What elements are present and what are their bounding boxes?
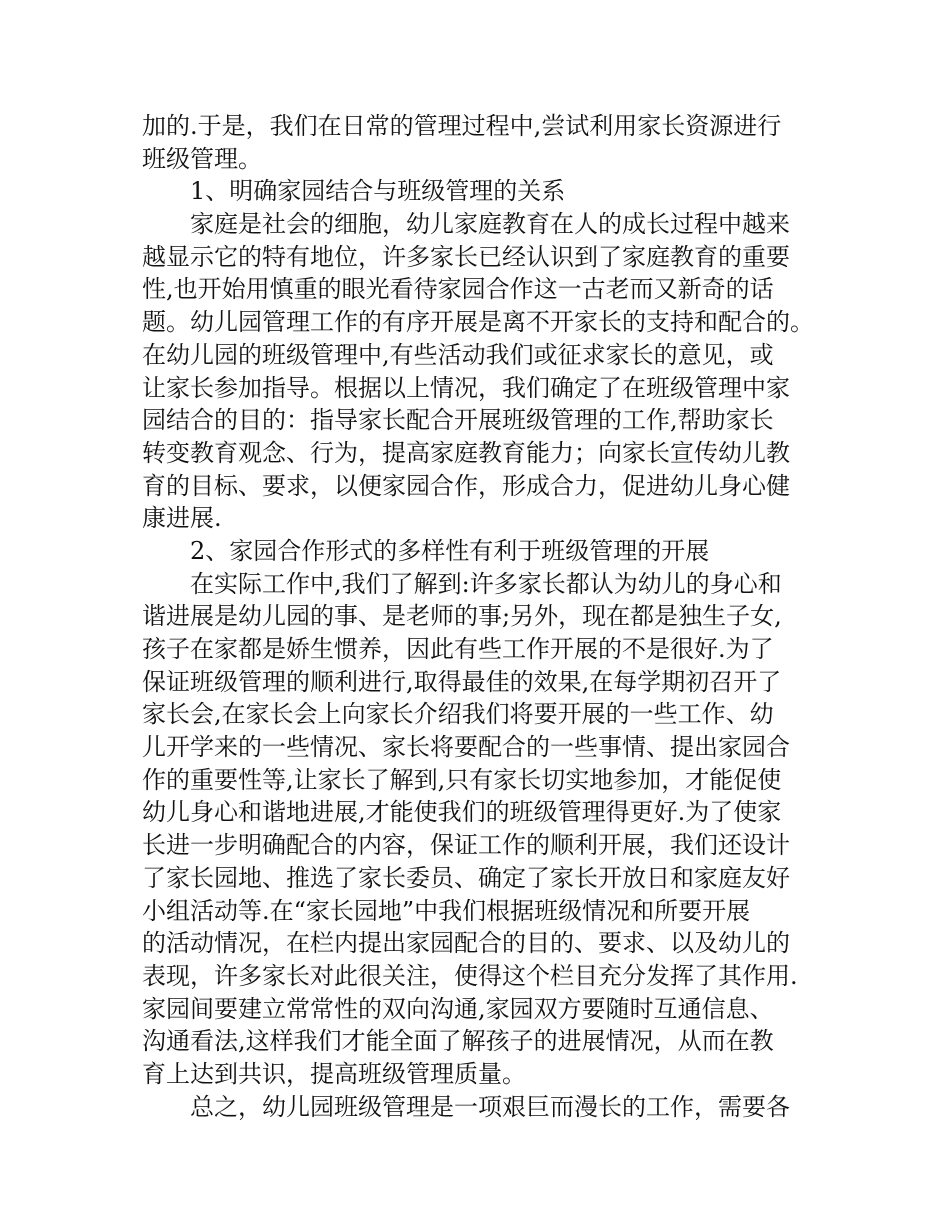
- text-line: 幼儿身心和谐地进展,才能使我们的班级管理得更好.为了使家: [142, 798, 782, 827]
- text-line: 越显示它的特有地位，许多家长已经认识到了家庭教育的重要: [142, 242, 790, 271]
- text-line: 育上达到共识，提高班级管理质量。: [142, 1059, 526, 1088]
- text-line: 园结合的目的：指导家长配合开展班级管理的工作,帮助家长: [142, 406, 774, 435]
- section-heading: 2、家园合作形式的多样性有利于班级管理的开展: [142, 536, 710, 565]
- text-line: 儿开学来的一些情况、家长将要配合的一些事情、提出家园合: [142, 733, 790, 762]
- text-line: 转变教育观念、行为，提高家庭教育能力；向家长宣传幼儿教: [142, 438, 790, 467]
- text-line: 保证班级管理的顺利进行,取得最佳的效果,在每学期初召开了: [142, 667, 782, 696]
- text-line: 谐进展是幼儿园的事、是老师的事;另外，现在都是独生子女,: [142, 602, 782, 631]
- text-line: 让家长参加指导。根据以上情况，我们确定了在班级管理中家: [142, 373, 790, 402]
- text-line: 题。幼儿园管理工作的有序开展是离不开家长的支持和配合的。: [142, 308, 814, 337]
- text-line: 在幼儿园的班级管理中,有些活动我们或征求家长的意见，或: [142, 340, 774, 369]
- text-line: 家庭是社会的细胞，幼儿家庭教育在人的成长过程中越来: [142, 210, 790, 239]
- text-line: 加的.于是，我们在日常的管理过程中,尝试利用家长资源进行: [142, 112, 782, 140]
- text-line: 康进展.: [142, 504, 222, 533]
- text-line: 小组活动等.在“家长园地”中我们根据班级情况和所要开展: [142, 896, 751, 925]
- text-line: 在实际工作中,我们了解到:许多家长都认为幼儿的身心和: [142, 569, 782, 598]
- text-line: 了家长园地、推选了家长委员、确定了家长开放日和家庭友好: [142, 863, 790, 892]
- text-line: 孩子在家都是娇生惯养，因此有些工作开展的不是很好.为了: [142, 635, 774, 663]
- body-text: [142, 110, 832, 1123]
- text-line: 表现，许多家长对此很关注，使得这个栏目充分发挥了其作用.: [142, 961, 798, 990]
- text-line: 的活动情况，在栏内提出家园配合的目的、要求、以及幼儿的: [142, 929, 790, 958]
- text-line: 总之，幼儿园班级管理是一项艰巨而漫长的工作，需要各: [142, 1092, 790, 1121]
- text-line: 沟通看法,这样我们才能全面了解孩子的进展情况，从而在教: [142, 1027, 774, 1056]
- text-line: 性,也开始用慎重的眼光看待家园合作这一古老而又新奇的话: [142, 275, 774, 304]
- text-line: 班级管理。: [142, 144, 262, 173]
- text-line: 作的重要性等,让家长了解到,只有家长切实地参加，才能促使: [142, 765, 782, 794]
- text-line: 家园间要建立常常性的双向沟通,家园双方要随时互通信息、: [142, 994, 774, 1023]
- text-line: 育的目标、要求，以便家园合作，形成合力，促进幼儿身心健: [142, 471, 790, 500]
- section-heading: 1、明确家园结合与班级管理的关系: [142, 177, 566, 206]
- text-line: 长进一步明确配合的内容，保证工作的顺利开展，我们还设计: [142, 831, 790, 860]
- text-line: 家长会,在家长会上向家长介绍我们将要开展的一些工作、幼: [142, 700, 774, 729]
